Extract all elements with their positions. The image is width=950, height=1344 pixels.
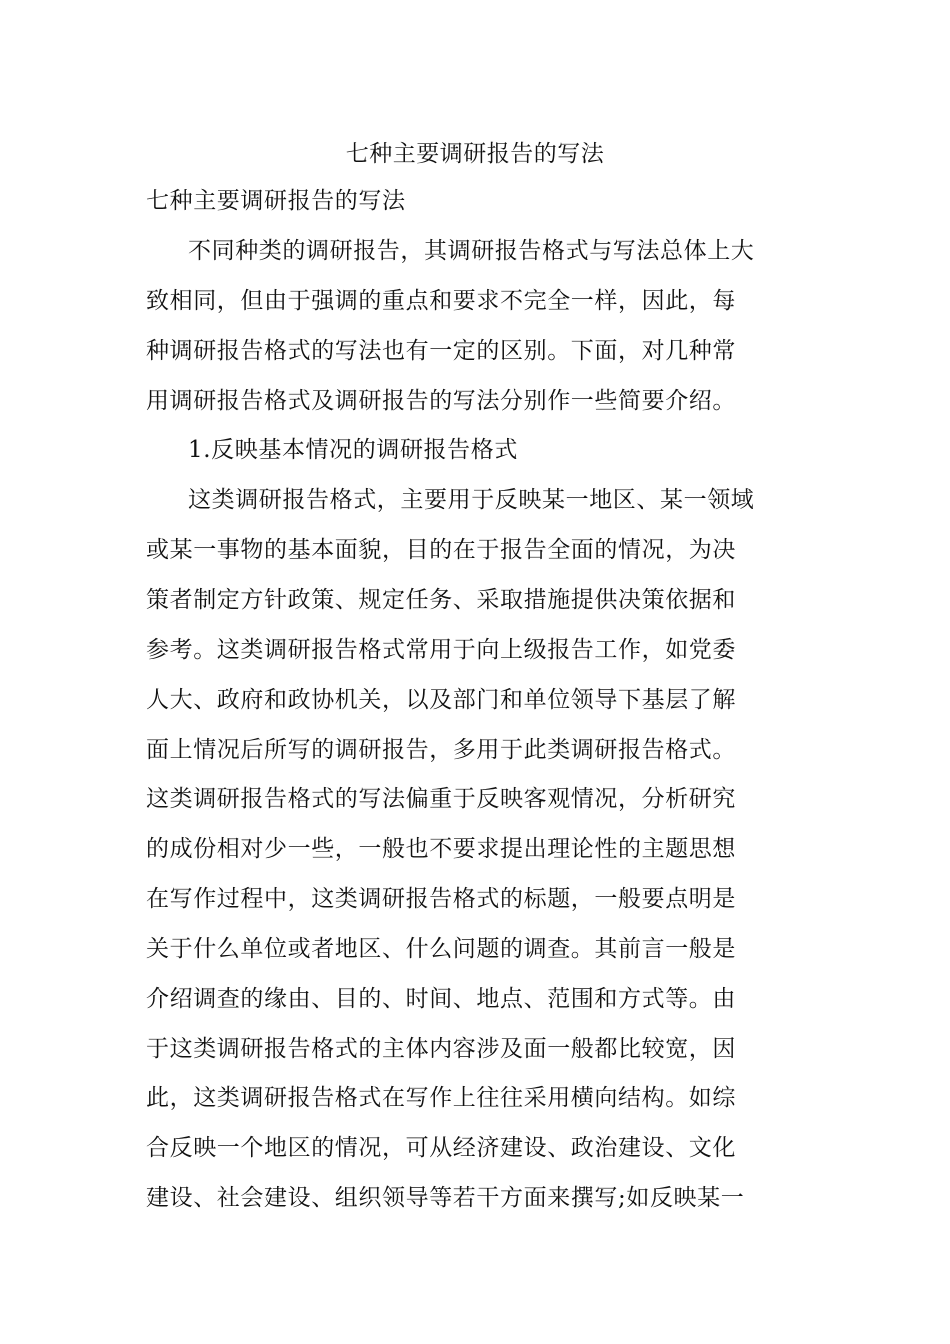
paragraph-line: 介绍调查的缘由、目的、时间、地点、范围和方式等。由 (146, 986, 736, 1012)
document-title: 七种主要调研报告的写法 (345, 141, 605, 167)
paragraph-line: 不同种类的调研报告，其调研报告格式与写法总体上大 (188, 238, 755, 264)
paragraph-line: 在写作过程中，这类调研报告格式的标题，一般要点明是 (146, 886, 736, 912)
paragraph-line: 参考。这类调研报告格式常用于向上级报告工作，如党委 (146, 637, 736, 663)
paragraph-line: 面上情况后所写的调研报告，多用于此类调研报告格式。 (146, 737, 736, 763)
paragraph-line: 人大、政府和政协机关，以及部门和单位领导下基层了解 (146, 687, 736, 713)
paragraph-line: 致相同，但由于强调的重点和要求不完全一样，因此，每 (146, 288, 736, 314)
paragraph-line: 种调研报告格式的写法也有一定的区别。下面，对几种常 (146, 338, 736, 364)
paragraph-line: 这类调研报告格式的写法偏重于反映客观情况，分析研究 (146, 786, 736, 812)
section-heading: 1.反映基本情况的调研报告格式 (188, 437, 518, 463)
paragraph-line: 的成份相对少一些，一般也不要求提出理论性的主题思想 (146, 836, 736, 862)
paragraph-line: 关于什么单位或者地区、什么问题的调查。其前言一般是 (146, 936, 736, 962)
paragraph-line: 于这类调研报告格式的主体内容涉及面一般都比较宽，因 (146, 1036, 736, 1062)
paragraph-line: 或某一事物的基本面貌，目的在于报告全面的情况，为决 (146, 537, 736, 563)
paragraph-line: 此，这类调研报告格式在写作上往往采用横向结构。如综 (146, 1085, 736, 1111)
paragraph-line: 建设、社会建设、组织领导等若干方面来撰写;如反映某一 (146, 1185, 745, 1211)
paragraph-line: 合反映一个地区的情况，可从经济建设、政治建设、文化 (146, 1135, 736, 1161)
subtitle-line: 七种主要调研报告的写法 (146, 188, 406, 214)
paragraph-line: 用调研报告格式及调研报告的写法分别作一些简要介绍。 (146, 388, 736, 414)
paragraph-line: 这类调研报告格式，主要用于反映某一地区、某一领域 (188, 487, 755, 513)
paragraph-line: 策者制定方针政策、规定任务、采取措施提供决策依据和 (146, 587, 736, 613)
